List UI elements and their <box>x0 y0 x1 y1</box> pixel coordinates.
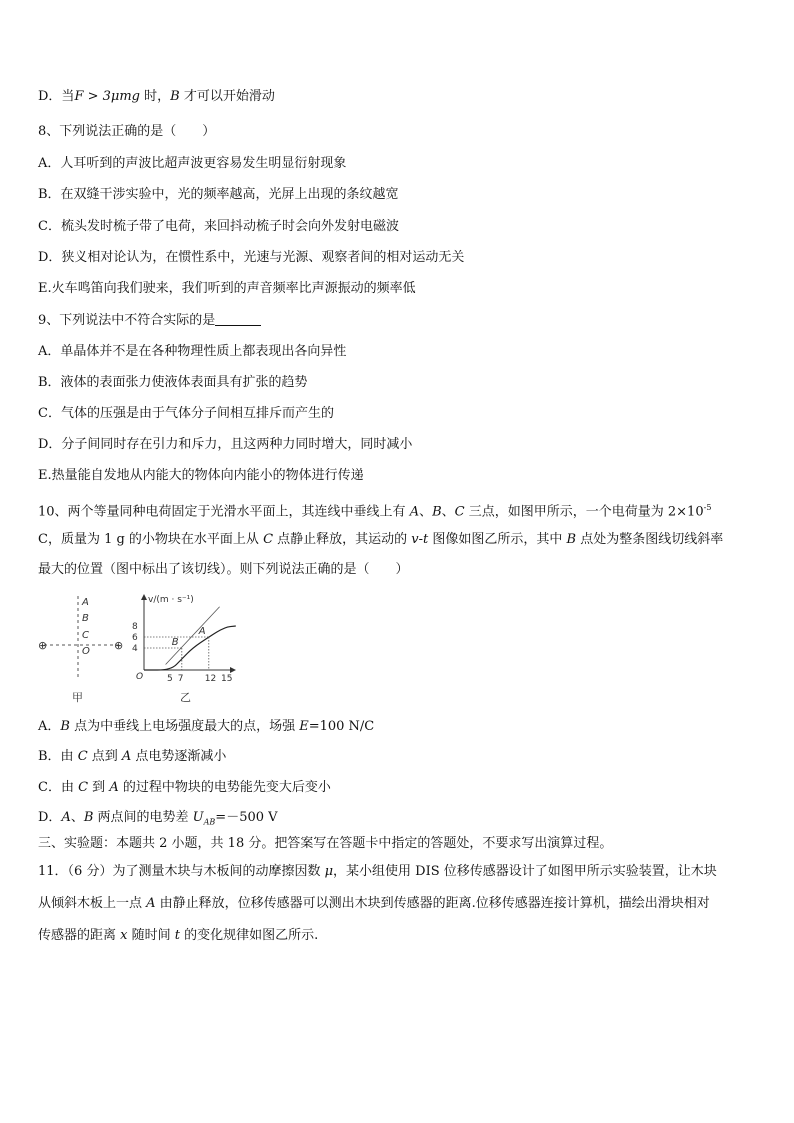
q10-line-2 <box>38 531 723 549</box>
v-t-curve <box>144 626 236 670</box>
text-fragment: 、 <box>441 504 455 520</box>
caption-jia: 甲 <box>72 691 83 704</box>
q10-option-c <box>38 779 331 797</box>
point-label-b: B <box>171 637 179 648</box>
point-label-o: O <box>82 646 90 657</box>
figure-jia <box>38 596 123 704</box>
text-fragment: 从倾斜木板上一点 <box>38 896 147 911</box>
symbol-a: A <box>409 504 420 520</box>
text-fragment: 11．（6 分）为了测量木块与木板间的动摩擦因数 <box>38 864 325 879</box>
q9-option-c: C．气体的压强是由于气体分子间相互排斥而产生的 <box>38 406 334 421</box>
symbol-t: t <box>174 928 180 943</box>
option-label: B．由 <box>38 749 78 764</box>
text-fragment: 由静止释放，位移传感器可以测出木块到传感器的距离.位移传感器连接计算机，描绘出滑块相对 <box>155 896 710 911</box>
symbol-c: C <box>78 780 89 795</box>
origin-label: O <box>136 672 144 682</box>
text-fragment: 点电势逐渐减小 <box>131 749 227 764</box>
q8-option-b: B．在双缝干涉实验中，光的频率越高，光屏上出现的条纹越宽 <box>38 187 399 202</box>
text-fragment: ，某小组使用 DIS 位移传感器设计了如图甲所示实验装置，让木块 <box>333 864 717 879</box>
text-fragment: 10、两个等量同种电荷固定于光滑水平面上，其连线中垂线上有 <box>38 504 410 520</box>
y-axis-label: v/(m · s⁻¹) <box>148 595 194 605</box>
y-axis-arrow-icon <box>141 594 147 600</box>
text-fragment: 传感器的距离 <box>38 928 121 943</box>
symbol-b: B <box>432 504 442 520</box>
text-fragment: 的过程中物块的电势能先变大后变小 <box>118 780 331 795</box>
symbol-a: A <box>61 810 71 825</box>
q8-option-e: E.火车鸣笛向我们驶来，我们听到的声音频率比声源振动的频率低 <box>38 281 416 296</box>
q8-option-a: A．人耳听到的声波比超声波更容易发生明显衍射现象 <box>38 156 347 171</box>
symbol-mu: μ <box>324 864 334 879</box>
answer-blank <box>215 313 261 326</box>
text-fragment: C，质量为 1 g 的小物块在水平面上从 <box>38 532 264 547</box>
symbol-c: C <box>77 749 88 764</box>
text-fragment: 、 <box>70 810 84 825</box>
symbol-a: A <box>146 896 156 911</box>
q10-figure <box>30 588 270 704</box>
text-fragment: 的变化规律如图乙所示. <box>179 928 319 943</box>
text-fragment: 两点间的电势差 <box>93 810 193 825</box>
chart-marks <box>132 607 236 684</box>
q10-option-d <box>38 809 278 832</box>
text-fragment: 三点，如图甲所示，一个电荷量为 2×10 <box>464 504 704 520</box>
symbol-b: B <box>170 89 180 104</box>
x-tick-label: 12 <box>204 674 217 684</box>
q9-option-b: B．液体的表面张力使液体表面具有扩张的趋势 <box>38 375 308 390</box>
point-label-b: B <box>82 613 89 624</box>
question-9-stem <box>38 312 261 330</box>
text-fragment: =100 N/C <box>308 719 375 734</box>
option-label: D．当 <box>38 89 75 104</box>
q11-line-1 <box>38 863 717 881</box>
symbol-e: E <box>299 719 309 734</box>
y-tick-label: 4 <box>132 644 138 654</box>
symbol-u: U <box>192 810 204 825</box>
point-label-a: A <box>82 597 89 608</box>
q11-line-3 <box>38 927 318 945</box>
question-8-stem: 8、下列说法正确的是（ ） <box>38 124 216 139</box>
symbol-b: B <box>60 719 70 734</box>
text-fragment: 点到 <box>87 749 122 764</box>
q7-option-d <box>38 88 275 106</box>
q10-option-b <box>38 748 226 766</box>
q10-option-a <box>38 718 374 736</box>
text-fragment: 才可以开始滑动 <box>179 89 275 104</box>
symbol-a: A <box>109 780 119 795</box>
symbol-a: A <box>121 749 132 764</box>
stem-text: 9、下列说法中不符合实际的是 <box>38 313 216 328</box>
figure-yi <box>132 594 236 704</box>
text-fragment: 点静止释放，其运动的 <box>273 532 412 547</box>
section-3-heading: 三、实验题：本题共 2 小题，共 18 分。把答案写在答题卡中指定的答题处，不要求写出演算过程。 <box>38 836 613 851</box>
q9-option-e: E.热量能自发地从内能大的物体向内能小的物体进行传递 <box>38 468 364 483</box>
x-tick-label: 15 <box>221 674 233 684</box>
text-fragment: 点处为整条图线切线斜率 <box>576 532 724 547</box>
positive-charge-right: ⊕ <box>114 639 124 652</box>
option-label: D． <box>38 810 62 825</box>
q9-option-a: A．单晶体并不是在各种物理性质上都表现出各向异性 <box>38 344 347 359</box>
text-fragment: 时， <box>139 89 171 104</box>
q10-line-3: 最大的位置（图中标出了该切线）。则下列说法正确的是（ ） <box>38 562 409 577</box>
text-fragment: 随时间 <box>127 928 175 943</box>
text-fragment: 到 <box>88 780 110 795</box>
subscript-ab: AB <box>203 817 216 827</box>
symbol-c: C <box>263 532 274 547</box>
point-label-a: A <box>198 626 206 637</box>
y-tick-label: 8 <box>132 622 138 632</box>
q8-option-c: C．梳头发时梳子带了电荷，来回抖动梳子时会向外发射电磁波 <box>38 219 399 234</box>
option-label: C．由 <box>38 780 79 795</box>
y-tick-label: 6 <box>132 633 138 643</box>
symbol-b: B <box>566 532 577 547</box>
q8-option-d: D．狭义相对论认为，在惯性系中，光速与光源、观察者间的相对运动无关 <box>38 250 465 265</box>
x-axis-arrow-icon <box>230 667 236 673</box>
point-label-c: C <box>82 630 89 641</box>
symbol-c: C <box>454 504 465 520</box>
text-fragment: =－500 V <box>215 810 278 825</box>
symbol-vt: v-t <box>411 532 429 547</box>
caption-yi: 乙 <box>180 691 191 704</box>
text-fragment: 点为中垂线上电场强度最大的点，场强 <box>69 719 300 734</box>
formula: F > 3μmg <box>74 89 140 104</box>
symbol-x: x <box>120 928 128 943</box>
x-tick-label: 5 <box>167 674 173 684</box>
x-tick-label: 7 <box>177 674 184 684</box>
positive-charge-left: ⊕ <box>38 639 48 652</box>
symbol-b: B <box>83 810 94 825</box>
q9-option-d: D．分子间同时存在引力和斥力，且这两种力同时增大，同时减小 <box>38 437 413 452</box>
q11-line-2 <box>38 895 710 913</box>
q10-line-1 <box>38 499 711 521</box>
option-label: A． <box>38 719 61 734</box>
text-fragment: 图像如图乙所示，其中 <box>428 532 567 547</box>
text-fragment: 、 <box>419 504 433 520</box>
exponent: -5 <box>703 503 712 512</box>
